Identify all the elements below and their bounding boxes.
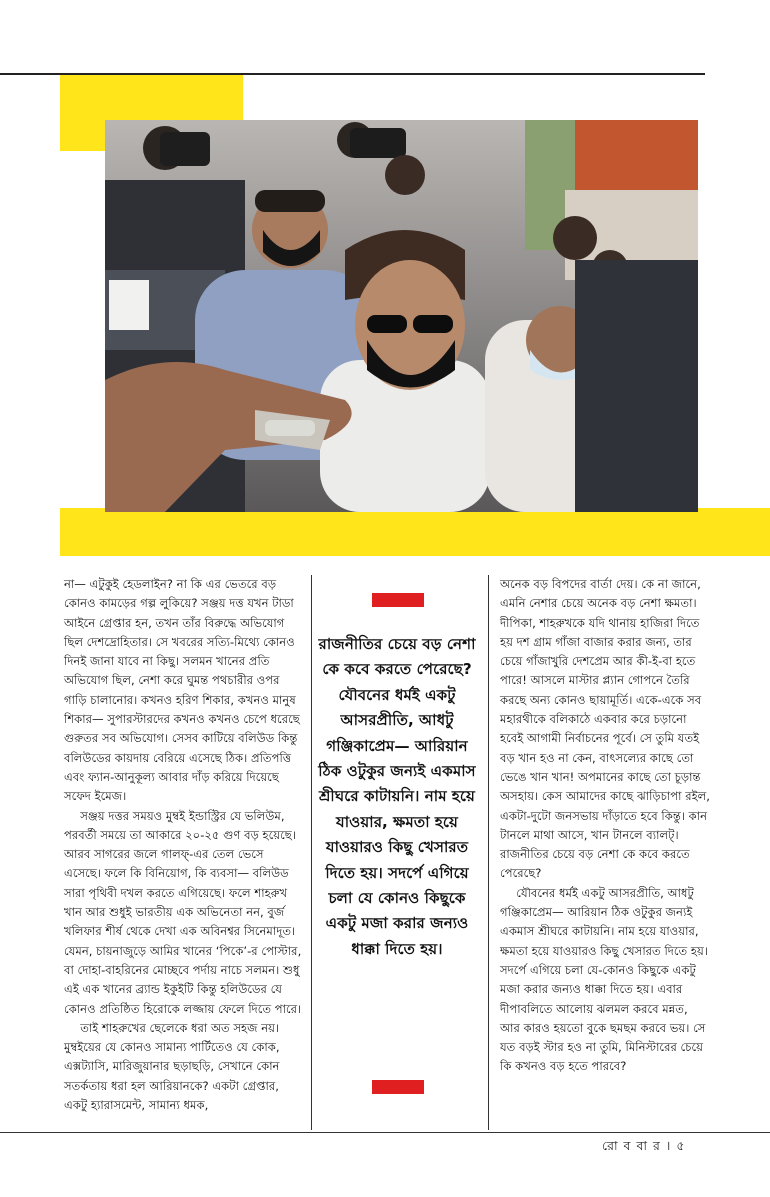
paragraph: না— এটুকুই হেডলাইন? না কি এর ভেতরে বড় কোনও কামড়ের গল্প লুকিয়ে? সঞ্জয় দত্ত যখন টাডা আইনে গ্রেপ্তার হন, তখন তাঁর বিরুদ্ধে অভিযোগ ছিল দেশদ্রোহিতার। সে খবরের সত্যি-মিথ্যে কোনও দিনই জানা যাবে না কিছু। সলমন খানের প্রতি অভিযোগ ছিল, নেশা করে ঘুমন্ত পথচারীর ওপর গাড়ি চালানোর। কখনও হরিণ শিকার, কখনও মানুষ শিকার— সুপারস্টারদের কখনও কখনও চেপে ধরেছে গুরুতর সব অভিযোগ। সেসব কাটিয়ে বলিউড কিন্তু বলিউডের কায়দায় বেরিয়ে এসেছে ঠিক। প্রতিপত্তি এবং ফ্যান-আনুকূল্য আবার দাঁড় করিয়ে দিয়েছে সফেদ ইমেজ। <box>64 577 300 804</box>
news-photo-illustration <box>105 120 698 512</box>
paragraph: যৌবনের ধর্মই একটু আসরপ্রীতি, আধটু গঞ্জিকাপ্রেম— আরিয়ান ঠিক ওটুকুর জন্যই একমাস শ্রীঘরে কাটায়নি। নাম হয়ে যাওয়ার, ক্ষমতা হয়ে যাওয়ারও কিছু খেসারত দিতে হয়। সদর্পে এগিয়ে চলা যে-কোনও কিছুকে একটু মজা করার জন্যও ধাক্কা দিতে হয়। এবার দীপাবলিতে আলোয় ঝলমল করবে মন্নত, আর কারও হয়তো বুকে ছমছম করবে ভয়। সে যত বড়ই স্টার হও না তুমি, মিনিস্টারের চেয়ে কি কখনও বড় হতে পারবে? <box>500 885 708 1074</box>
paragraph: অনেক বড় বিপদের বার্তা দেয়। কে না জানে, এমনি নেশার চেয়ে অনেক বড় নেশা ক্ষমতা। দীপিকা, শাহরুখকে যদি থানায় হাজিরা দিতে হয় দশ গ্রাম গাঁজা বাজার করার জন্য, তার চেয়ে গাঁজাখুরি দেশপ্রেম আর কী-ই-বা হতে পারে! আসলে মাস্টার প্ল্যান গোপনে তৈরি করছে অন্য কোনও ছায়ামূর্তি। একে-একে সব মহারথীকে বলিকাঠে একবার করে চড়ানো হবেই আগামী নির্বাচনের পূর্বে। সে তুমি যতই বড় খান হও না কেন, বাৎসল্যের কাছে তো ভেঙে খান খান! অপমানের কাছে তো চূড়ান্ত অসহায়। কেস আমাদের কাছে ঝাড়িচাপা রইল, একটা-দুটো জনসভায় দাঁড়াতে হবে কিন্তু। কান টানলে মাথা আসে, খান টানলে ব্যালট্। রাজনীতির চেয়ে বড় নেশা কে কবে করতে পেরেছে? <box>500 577 710 881</box>
column-divider <box>311 575 312 1130</box>
page-number: ৫ <box>676 1138 686 1153</box>
article-column-left <box>64 575 302 1115</box>
yellow-accent-block-bottom <box>60 508 770 556</box>
paragraph: সঞ্জয় দত্তর সময়ও মুম্বই ইন্ডাস্ট্রির যে ভলিউম, পরবর্তী সময়ে তা আকারে ২০-২৫ গুণ বড় হয়েছে। আরব সাগরের জলে গালফ্-এর তেল ভেসে এসেছে। ফলে কি বিনিয়োগ, কি ব্যবসা— বলিউড সারা পৃথিবী দখল করতে এগিয়েছে। ফলে শাহরুখ খান আর শুধুই ভারতীয় এক অভিনেতা নন, বুর্জ খলিফার শীর্ষ থেকে দেখা এক অবিনশ্বর সিনেমাদূত। যেমন, চায়নাজুড়ে আমির খানের ‘পিকে’-র পোস্টার, বা দোহা-বাহরিনের মোচ্ছবে পর্দায় নাচে সলমন। শুধু এই এক খানের ব্র্যান্ড ইকুইটি কিন্তু হলিউডের যে কোনও প্রতিষ্ঠিত হিরোকে লজ্জায় ফেলে দিতে পারে। <box>64 808 302 1016</box>
footer-separator: । <box>665 1138 672 1153</box>
page-footer <box>602 1138 686 1158</box>
article-column-right <box>500 575 711 1077</box>
column-divider <box>488 575 489 1130</box>
pull-quote: রাজনীতির চেয়ে বড় নেশা কে কবে করতে পেরেছে? যৌবনের ধর্মই একটু আসরপ্রীতি, আধটু গঞ্জিকাপ্রেম— আরিয়ান ঠিক ওটুকুর জন্যই একমাস শ্রীঘরে কাটায়নি। নাম হয়ে যাওয়ার, ক্ষমতা হয়ে যাওয়ারও কিছু খেসারত দিতে হয়। সদর্পে এগিয়ে চলা যে কোনও কিছুকে একটু মজা করার জন্যও ধাক্কা দিতে হয়। <box>318 635 476 958</box>
publication-name: রো ব বা র <box>602 1138 661 1153</box>
pullquote-accent-bar-top <box>372 593 424 607</box>
bottom-rule <box>0 1132 770 1133</box>
pullquote-accent-bar-bottom <box>372 1080 424 1094</box>
news-photo <box>105 120 698 512</box>
paragraph: তাই শাহরুখের ছেলেকে ধরা অত সহজ নয়। মুম্বইয়ের যে কোনও সামান্য পার্টিতেও যে কোক, এক্সট্যাসি, মারিজুয়ানার ছড়াছড়ি, সেখানে কোন সতর্কতায় ধরা হল আরিয়ানকে? একটা গ্রেপ্তার, একটু হ্যারাসমেন্ট, সামান্য ধমক, <box>64 1020 280 1113</box>
